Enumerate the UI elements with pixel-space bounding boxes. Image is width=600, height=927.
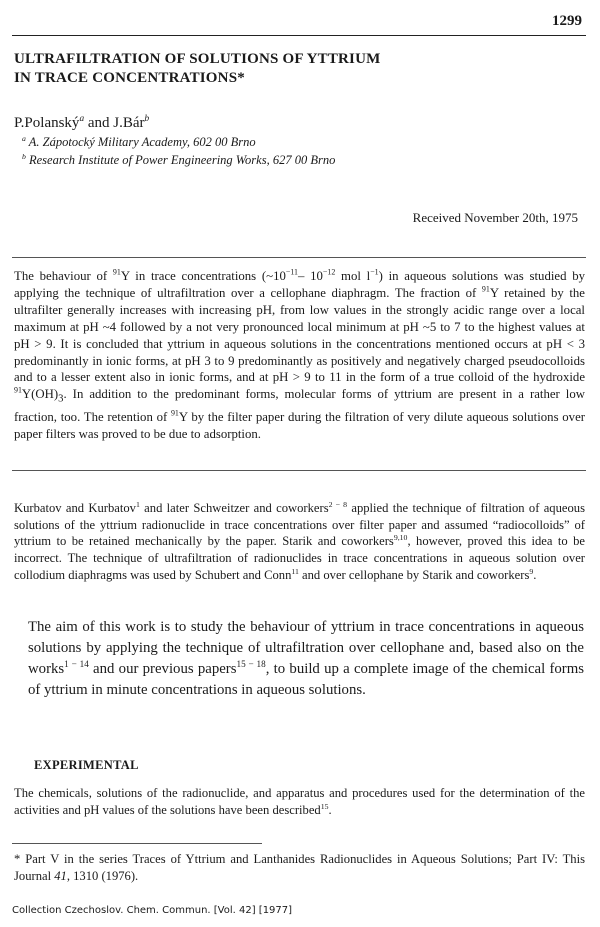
text-run: 3: [58, 393, 64, 405]
affiliation-b-mark: b: [22, 151, 26, 161]
text-run: 91: [481, 284, 490, 294]
text-run: – 10: [297, 269, 323, 283]
text-run: −12: [322, 267, 336, 277]
author-list: [14, 115, 149, 132]
text-run: The behaviour of: [14, 269, 113, 283]
journal-footer: Collection Czechoslov. Chem. Commun. [Vol. 42] [1977]: [12, 905, 293, 916]
text-run: −11: [285, 267, 298, 277]
received-date: Received November 20th, 1975: [412, 210, 578, 225]
text-run: The chemicals, solutions of the radionuclide, and apparatus and procedures used for the determination of the activities and pH values of the solutions have been described: [14, 786, 585, 817]
text-run: Y in trace concentrations (~10: [120, 269, 286, 283]
text-run: ) in aqueous solutions was studied by applying the technique of ultrafiltration over a cellophane diaphragm. The fraction of: [14, 269, 585, 300]
text-run: Y(OH): [21, 387, 59, 402]
text-run: 41: [54, 869, 67, 883]
author-separator: and: [84, 115, 114, 131]
title-line-1: ULTRAFILTRATION OF SOLUTIONS OF YTTRIUM: [14, 51, 381, 67]
text-run: Y by the filter paper during the filtration of very dilute aqueous solutions over paper filters was proved to be due to adsorption.: [14, 409, 586, 441]
abstract: [14, 268, 585, 443]
text-run: 1 − 14: [64, 659, 89, 670]
abstract-bottom-rule: [12, 470, 586, 471]
text-run: mol l: [335, 269, 371, 283]
text-run: and our previous papers: [88, 661, 237, 677]
introduction-paragraph: [14, 500, 585, 584]
author-2-affiliation-mark: b: [144, 114, 150, 124]
text-run: The aim of this work is to study the behaviour of yttrium in trace concentrations in aqueous solutions by applying the technique of ultrafiltration over cellophane and, based also on the works: [28, 619, 584, 677]
text-run: 91: [112, 267, 121, 277]
text-run: 2 − 8: [328, 499, 348, 509]
text-run: 91: [14, 386, 22, 396]
footnote-mark: *: [14, 852, 21, 866]
footnote: [14, 851, 585, 885]
experimental-paragraph: [14, 785, 585, 819]
section-heading-experimental: EXPERIMENTAL: [34, 758, 139, 772]
text-run: 9: [529, 566, 534, 576]
text-run: and later Schweitzer and coworkers: [139, 501, 329, 515]
title-line-2: IN TRACE CONCENTRATIONS*: [14, 70, 245, 86]
text-run: 9,10: [393, 533, 408, 543]
text-run: . In addition to the predominant forms, molecular forms of yttrium are present in a rather low fraction, too. The retention of: [14, 387, 585, 424]
text-run: Part V in the series Traces of Yttrium and Lanthanides Radionuclides in Aqueous Solutions; Part IV: This Journal: [14, 852, 585, 883]
page-number: 1299: [552, 13, 582, 29]
text-run: 15 − 18: [236, 659, 266, 670]
text-run: 1: [135, 499, 140, 509]
text-run: Y retained by the ultrafilter generally increases with increasing pH, from low values in the strongly acidic range over a local maximum at pH ~4 followed by a not very pronounced local minimum at pH ~5 to 7 to the highest values at pH > 9. It is concluded that yttrium in aqueous solutions in the concentrations mentioned occurs at pH < 3 predominantly in ionic forms, at pH 3 to 9 predominantly as positively and negatively charged pseudocolloids and to a lesser extent also in ionic forms, and at pH > 9 to 11 in the form of a true colloid of the hydroxide: [14, 285, 585, 385]
affiliation-a-text: A. Zápotocký Military Academy, 602 00 Brno: [28, 135, 256, 149]
author-1: P.Polanský: [14, 115, 80, 131]
abstract-top-rule: [12, 257, 586, 258]
footnote-rule: [12, 843, 262, 844]
affiliation-a-mark: a: [22, 133, 26, 143]
text-run: , to build up a complete image of the chemical forms of yttrium in minute concentrations in aqueous solutions.: [28, 661, 584, 698]
text-run: , 1310 (1976).: [66, 869, 139, 883]
text-run: .: [533, 567, 537, 582]
aim-paragraph: [28, 617, 584, 701]
text-run: and over cellophane by Starik and coworkers: [298, 567, 530, 582]
text-run: .: [328, 803, 332, 817]
article-title: [14, 50, 574, 88]
text-run: 15: [320, 801, 329, 811]
text-run: −1: [370, 267, 379, 277]
text-run: Kurbatov and Kurbatov: [14, 501, 136, 515]
author-2: J.Bár: [113, 115, 145, 131]
header-rule: [12, 35, 586, 36]
author-1-affiliation-mark: a: [79, 114, 85, 124]
text-run: 91: [170, 408, 179, 418]
affiliation-b-text: Research Institute of Power Engineering Works, 627 00 Brno: [29, 153, 336, 167]
text-run: , however, proved this idea to be incorrect. The technique of ultrafiltration of radionuclides in trace concentrations in aqueous solution over collodium diaphragms was used by Schubert and Conn: [14, 534, 585, 582]
affiliation-a: [22, 135, 256, 150]
text-run: 11: [291, 566, 299, 576]
text-run: applied the technique of filtration of aqueous solutions of the yttrium radionuclide in trace concentrations over filter paper and assumed “radiocolloids” of yttrium to be retained mechanically by the paper. Starik and coworkers: [14, 501, 585, 549]
affiliation-b: [22, 153, 335, 168]
